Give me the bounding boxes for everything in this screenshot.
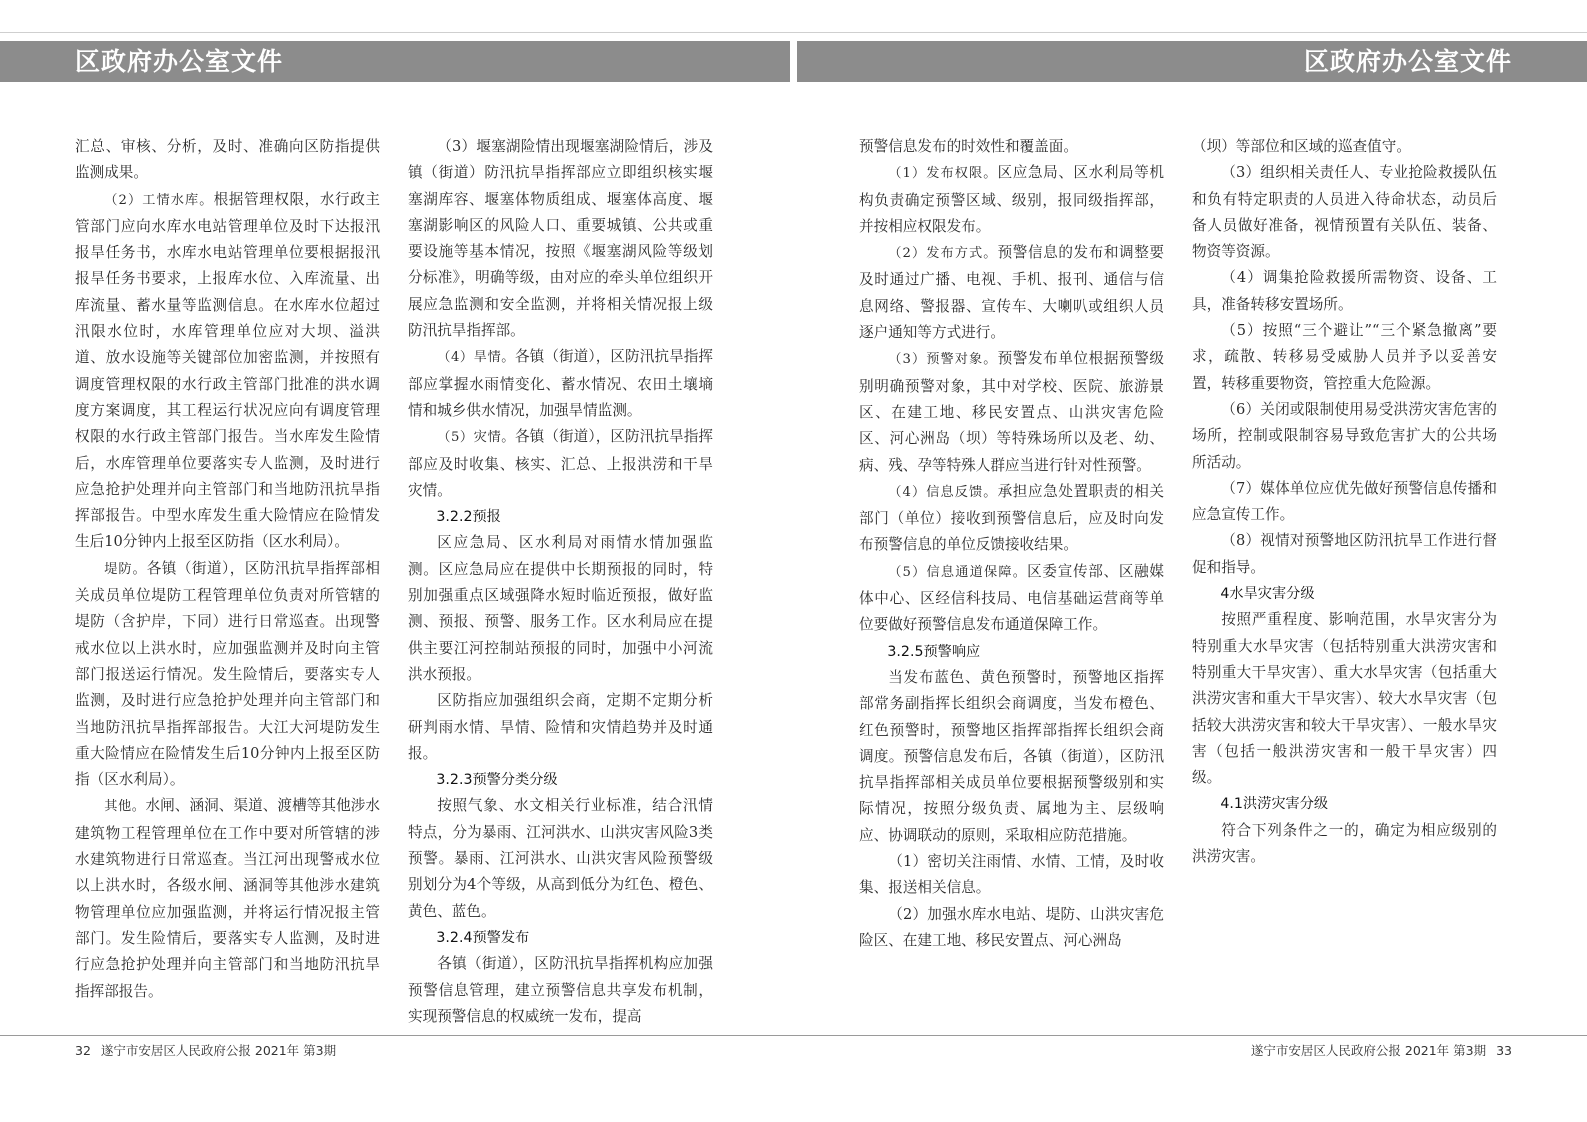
- paragraph-text: 水闸、涵洞、渠道、渡槽等其他涉水建筑物工程管理单位在工作中要对所管辖的涉水建筑物进行日常巡查。当江河出现警戒水位以上洪水时，各级水闸、涵洞等其他涉水建筑物管理单位应加强监测，并将运行情况报主管部门。发生险情后，要落实专人监测，及时进行应急抢护处理并向主管部门和当地防汛抗旱指挥部报告。: [75, 797, 380, 1000]
- paragraph: （7）媒体单位应优先做好预警信息传播和应急宣传工作。: [1192, 479, 1497, 524]
- paragraph: [75, 793, 380, 1004]
- top-rule: [0, 32, 1587, 33]
- paragraph-text: 各镇（街道），区防汛抗旱指挥部应掌握水雨情变化、蓄水情况、农田土壤墒情和城乡供水情况，加强旱情监测。: [408, 348, 714, 419]
- left-header-title: 区政府办公室文件: [75, 47, 284, 76]
- left-footer-text: 遂宁市安居区人民政府公报 2021年 第3期: [100, 1043, 337, 1058]
- paragraph: （6）关闭或限制使用易受洪涝灾害危害的场所，控制或限制容易导致危害扩大的公共场所活动。: [1192, 400, 1497, 471]
- left-footer: [75, 1041, 336, 1059]
- column-3: [859, 134, 1164, 954]
- paragraph: 区应急局、区水利局对雨情水情加强监测。区应急局应在提供中长期预报的同时，特别加强重点区域强降水短时临近预报，做好监测、预报、预警、服务工作。区水利局应在提供主要江河控制站预报的同时，加强中小河流洪水预报。: [408, 534, 713, 683]
- paragraph: [859, 240, 1164, 346]
- paragraph-lead: （3）预警对象。: [888, 352, 998, 368]
- paragraph: [75, 187, 380, 556]
- paragraph: 汇总、审核、分析，及时、准确向区防指提供监测成果。: [75, 138, 380, 182]
- paragraph: 各镇（街道），区防汛抗旱指挥机构应加强预警信息管理，建立预警信息共享发布机制，实现预警信息的权威统一发布，提高: [408, 955, 713, 1025]
- paragraph: 预警信息发布的时效性和覆盖面。: [859, 138, 1078, 155]
- paragraph: [408, 344, 713, 424]
- paragraph: 按照严重程度、影响范围，水旱灾害分为特别重大水旱灾害（包括特别重大洪涝灾害和特别重大干旱灾害）、重大水旱灾害（包括重大洪涝灾害和重大干旱灾害）、较大水旱灾害（包括较大洪涝灾害和较大干旱灾害）、一般水旱灾害（包括一般洪涝灾害和一般干旱灾害）四级。: [1192, 611, 1497, 787]
- paragraph: （坝）等部位和区域的巡查值守。: [1192, 138, 1411, 155]
- paragraph: [859, 160, 1164, 240]
- paragraph: [408, 424, 713, 504]
- paragraph: （8）视情对预警地区防汛抗旱工作进行督促和指导。: [1192, 532, 1497, 576]
- paragraph-text: 预警信息的发布和调整要及时通过广播、电视、手机、报刊、通信与信息网络、警报器、宣传车、大喇叭或组织人员逐户通知等方式进行。: [859, 244, 1164, 342]
- paragraph: （5）按照“三个避让”“三个紧急撤离”要求，疏散、转移易受威胁人员并予以妥善安置，转移重要物资，管控重大危险源。: [1192, 322, 1497, 392]
- paragraph: 当发布蓝色、黄色预警时，预警地区指挥部常务副指挥长组织会商调度，当发布橙色、红色预警时，预警地区指挥部指挥长组织会商调度。预警信息发布后，各镇（街道），区防汛抗旱指挥部相关成员单位要根据预警级别和实际情况，按照分级负责、属地为主、层级响应、协调联动的原则，采取相应防范措施。: [859, 668, 1164, 844]
- paragraph-text: 各镇（街道），区防汛抗旱指挥部应及时收集、核实、汇总、上报洪涝和干旱灾情。: [408, 428, 714, 499]
- section-heading: 4水旱灾害分级: [1220, 586, 1315, 603]
- paragraph: （2）加强水库水电站、堤防、山洪灾害危险区、在建工地、移民安置点、河心洲岛: [859, 905, 1164, 949]
- paragraph: 区防指应加强组织会商，定期不定期分析研判雨水情、旱情、险情和灾情趋势并及时通报。: [408, 692, 713, 762]
- paragraph-text: 区委宣传部、区融媒体中心、区经信科技局、电信基础运营商等单位要做好预警信息发布通道保障工作。: [859, 562, 1164, 634]
- paragraph-lead: （1）发布权限。: [888, 166, 998, 182]
- paragraph-lead: （2）工情水库。: [104, 192, 214, 208]
- paragraph-lead: （4）信息反馈。: [888, 484, 998, 500]
- paragraph: （1）密切关注雨情、水情、工情，及时收集、报送相关信息。: [859, 853, 1164, 897]
- paragraph: [859, 559, 1164, 639]
- paragraph-text: 承担应急处置职责的相关部门（单位）接收到预警信息后，应及时向发布预警信息的单位反馈接收结果。: [859, 482, 1164, 554]
- left-page-number: 32: [75, 1043, 91, 1058]
- paragraph-text: 区应急局、区水利局等机构负责确定预警区域、级别，报同级指挥部，并按相应权限发布。: [859, 164, 1164, 235]
- footer-rule: [0, 1035, 1587, 1036]
- right-footer-text: 遂宁市安居区人民政府公报 2021年 第3期: [1250, 1043, 1487, 1058]
- paragraph-lead: （5）灾情。: [437, 430, 515, 446]
- paragraph-lead: 其他。: [104, 799, 146, 815]
- column-2: [408, 134, 713, 1030]
- paragraph-text: 根据管理权限，水行政主管部门应向水库水电站管理单位及时下达报汛报旱任务书，水库水电站管理单位要根据报汛报旱任务书要求，上报库水位、入库流量、出库流量、蓄水量等监测信息。在水库水位超过汛限水位时，水库管理单位应对大坝、溢洪道、放水设施等关键部位加密监测，并按照有调度管理权限的水行政主管部门批准的洪水调度方案调度，其工程运行状况应向有调度管理权限的水行政主管部门报告。当水库发生险情后，水库管理单位要落实专人监测，及时进行应急抢护处理并向主管部门和当地防汛抗旱指挥部报告。中型水库发生重大险情应在险情发生后10分钟内上报至区防指（区水利局）。: [75, 190, 380, 551]
- paragraph-lead: （2）发布方式。: [888, 246, 998, 262]
- right-page-number: 33: [1496, 1043, 1512, 1058]
- paragraph-lead: 堤防。: [104, 561, 147, 577]
- column-1: [75, 134, 380, 1005]
- section-heading: 3.2.3预警分类分级: [436, 772, 558, 789]
- paragraph-text: 各镇（街道），区防汛抗旱指挥部相关成员单位堤防工程管理单位负责对所管辖的堤防（含护岸，下同）进行日常巡查。出现警戒水位以上洪水时，应加强监测并及时向主管部门报送运行情况。发生险情后，要落实专人监测，及时进行应急抢护处理并向主管部门和当地防汛抗旱指挥部报告。大江大河堤防发生重大险情应在险情发生后10分钟内上报至区防指（区水利局）。: [75, 559, 381, 789]
- paragraph: （4）调集抢险救援所需物资、设备、工具，准备转移安置场所。: [1192, 269, 1497, 313]
- paragraph-lead: （5）信息通道保障。: [888, 564, 1028, 580]
- right-header-band: [797, 41, 1587, 82]
- paragraph: 符合下列条件之一的，确定为相应级别的洪涝灾害。: [1192, 821, 1497, 866]
- paragraph: [859, 479, 1164, 559]
- right-header-title: 区政府办公室文件: [1303, 47, 1512, 76]
- paragraph: 按照气象、水文相关行业标准，结合汛情特点，分为暴雨、江河洪水、山洪灾害风险3类预警。暴雨、江河洪水、山洪灾害风险预警级别划分为4个等级，从高到低分为红色、橙色、黄色、蓝色。: [408, 797, 713, 920]
- right-footer: [1251, 1041, 1512, 1059]
- section-heading: 3.2.4预警发布: [436, 929, 530, 946]
- section-heading: 3.2.5预警响应: [887, 643, 981, 660]
- paragraph-text: 预警发布单位根据预警级别明确预警对象，其中对学校、医院、旅游景区、在建工地、移民安置点、山洪灾害危险区、河心洲岛（坝）等特殊场所以及老、幼、病、残、孕等特殊人群应当进行针对性预警。: [859, 350, 1164, 474]
- paragraph: （3）堰塞湖险情出现堰塞湖险情后，涉及镇（街道）防汛抗旱指挥部应立即组织核实堰塞湖库容、堰塞体物质组成、堰塞体高度、堰塞湖影响区的风险人口、重要城镇、公共或重要设施等基本情况，按照《堰塞湖风险等级划分标准》，明确等级，由对应的牵头单位组织开展应急监测和安全监测，并将相关情况报上级防汛抗旱指挥部。: [408, 138, 713, 340]
- paragraph: （3）组织相关责任人、专业抢险救援队伍和负有特定职责的人员进入待命状态，动员后备人员做好准备，视情预置有关队伍、装备、物资等资源。: [1192, 164, 1497, 261]
- paragraph: [75, 556, 380, 794]
- paragraph-lead: （4）旱情。: [437, 350, 515, 366]
- paragraph: [859, 346, 1164, 478]
- column-4: [1192, 134, 1497, 870]
- section-heading: 3.2.2预报: [436, 509, 501, 526]
- left-header-band: [0, 41, 790, 82]
- section-heading: 4.1洪涝灾害分级: [1220, 796, 1329, 813]
